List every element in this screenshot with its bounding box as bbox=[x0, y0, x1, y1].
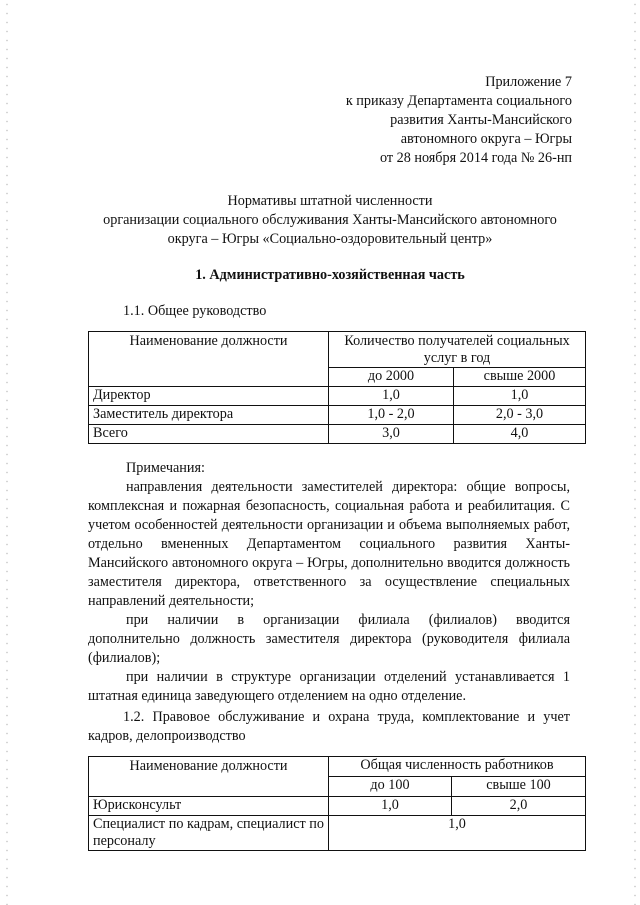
cell-value: 2,0 bbox=[452, 797, 586, 816]
notes-block bbox=[88, 459, 570, 706]
cell-value: 3,0 bbox=[329, 425, 454, 444]
cell-position: Заместитель директора bbox=[89, 406, 329, 425]
staffing-table-general-management bbox=[88, 331, 586, 444]
column-header-group: Количество получателей социальных услуг в год bbox=[329, 332, 586, 368]
title-line: Нормативы штатной численности bbox=[227, 193, 433, 209]
note-paragraph: при наличии в структуре организации отделений устанавливается 1 штатная единица заведующего отделением на одно отделение. bbox=[88, 669, 570, 704]
sub-column-header: до 100 bbox=[329, 777, 452, 797]
appendix-line: автономного округа – Югры bbox=[400, 131, 572, 147]
table-row bbox=[89, 406, 586, 425]
appendix-line: к приказу Департамента социального bbox=[345, 93, 572, 109]
title-line: округа – Югры «Социально-оздоровительный центр» bbox=[167, 231, 493, 247]
section-heading: 1. Административно-хозяйственная часть bbox=[195, 267, 465, 283]
cell-position: Юрисконсульт bbox=[89, 797, 329, 816]
table-row bbox=[89, 425, 586, 444]
cell-value: 2,0 - 3,0 bbox=[454, 406, 586, 425]
column-header-position: Наименование должности bbox=[89, 332, 329, 387]
column-header-group: Общая численность работников bbox=[329, 757, 586, 777]
appendix-line: развития Ханты-Мансийского bbox=[390, 112, 572, 128]
subsection-title: 1.1. Общее руководство bbox=[123, 303, 267, 319]
staffing-table-legal-hr bbox=[88, 756, 586, 851]
scan-edge-left bbox=[6, 0, 8, 905]
title-line: организации социального обслуживания Ханты-Мансийского автономного bbox=[103, 212, 557, 228]
cell-value: 1,0 - 2,0 bbox=[329, 406, 454, 425]
note-paragraph: направления деятельности заместителей директора: общие вопросы, комплексная и пожарная безопасность, социальная работа и реабилитация. С учетом особенностей деятельности организации и объема выполняемых работ, отдельно вмененных Департаментом социального развития Ханты-Мансийского автономного округа – Югры, дополнительно вводится должность заместителя директора, ответственного за осуществление специальных направлений деятельности; bbox=[88, 479, 570, 609]
sub-column-header: до 2000 bbox=[329, 368, 454, 387]
cell-position: Директор bbox=[89, 387, 329, 406]
appendix-line: Приложение 7 bbox=[485, 74, 572, 90]
notes-title: Примечания: bbox=[126, 460, 205, 476]
appendix-line: от 28 ноября 2014 года № 26-нп bbox=[379, 150, 572, 166]
appendix-block bbox=[346, 73, 572, 168]
cell-value: 1,0 bbox=[454, 387, 586, 406]
table-row bbox=[89, 387, 586, 406]
scan-edge-right bbox=[634, 0, 636, 905]
subsection-title: 1.2. Правовое обслуживание и охрана труда, комплектование и учет кадров, делопроизводство bbox=[88, 709, 570, 744]
sub-column-header: свыше 2000 bbox=[454, 368, 586, 387]
cell-value: 1,0 bbox=[329, 387, 454, 406]
document-title bbox=[80, 192, 580, 249]
cell-position: Всего bbox=[89, 425, 329, 444]
column-header-position: Наименование должности bbox=[89, 757, 329, 797]
sub-column-header: свыше 100 bbox=[452, 777, 586, 797]
table-row bbox=[89, 797, 586, 816]
cell-value-merged: 1,0 bbox=[329, 816, 586, 851]
cell-position: Специалист по кадрам, специалист по персоналу bbox=[89, 816, 329, 851]
cell-value: 4,0 bbox=[454, 425, 586, 444]
note-paragraph: при наличии в организации филиала (филиалов) вводится дополнительно должность заместителя директора (руководителя филиала (филиалов); bbox=[88, 612, 570, 666]
table-row bbox=[89, 816, 586, 851]
cell-value: 1,0 bbox=[329, 797, 452, 816]
